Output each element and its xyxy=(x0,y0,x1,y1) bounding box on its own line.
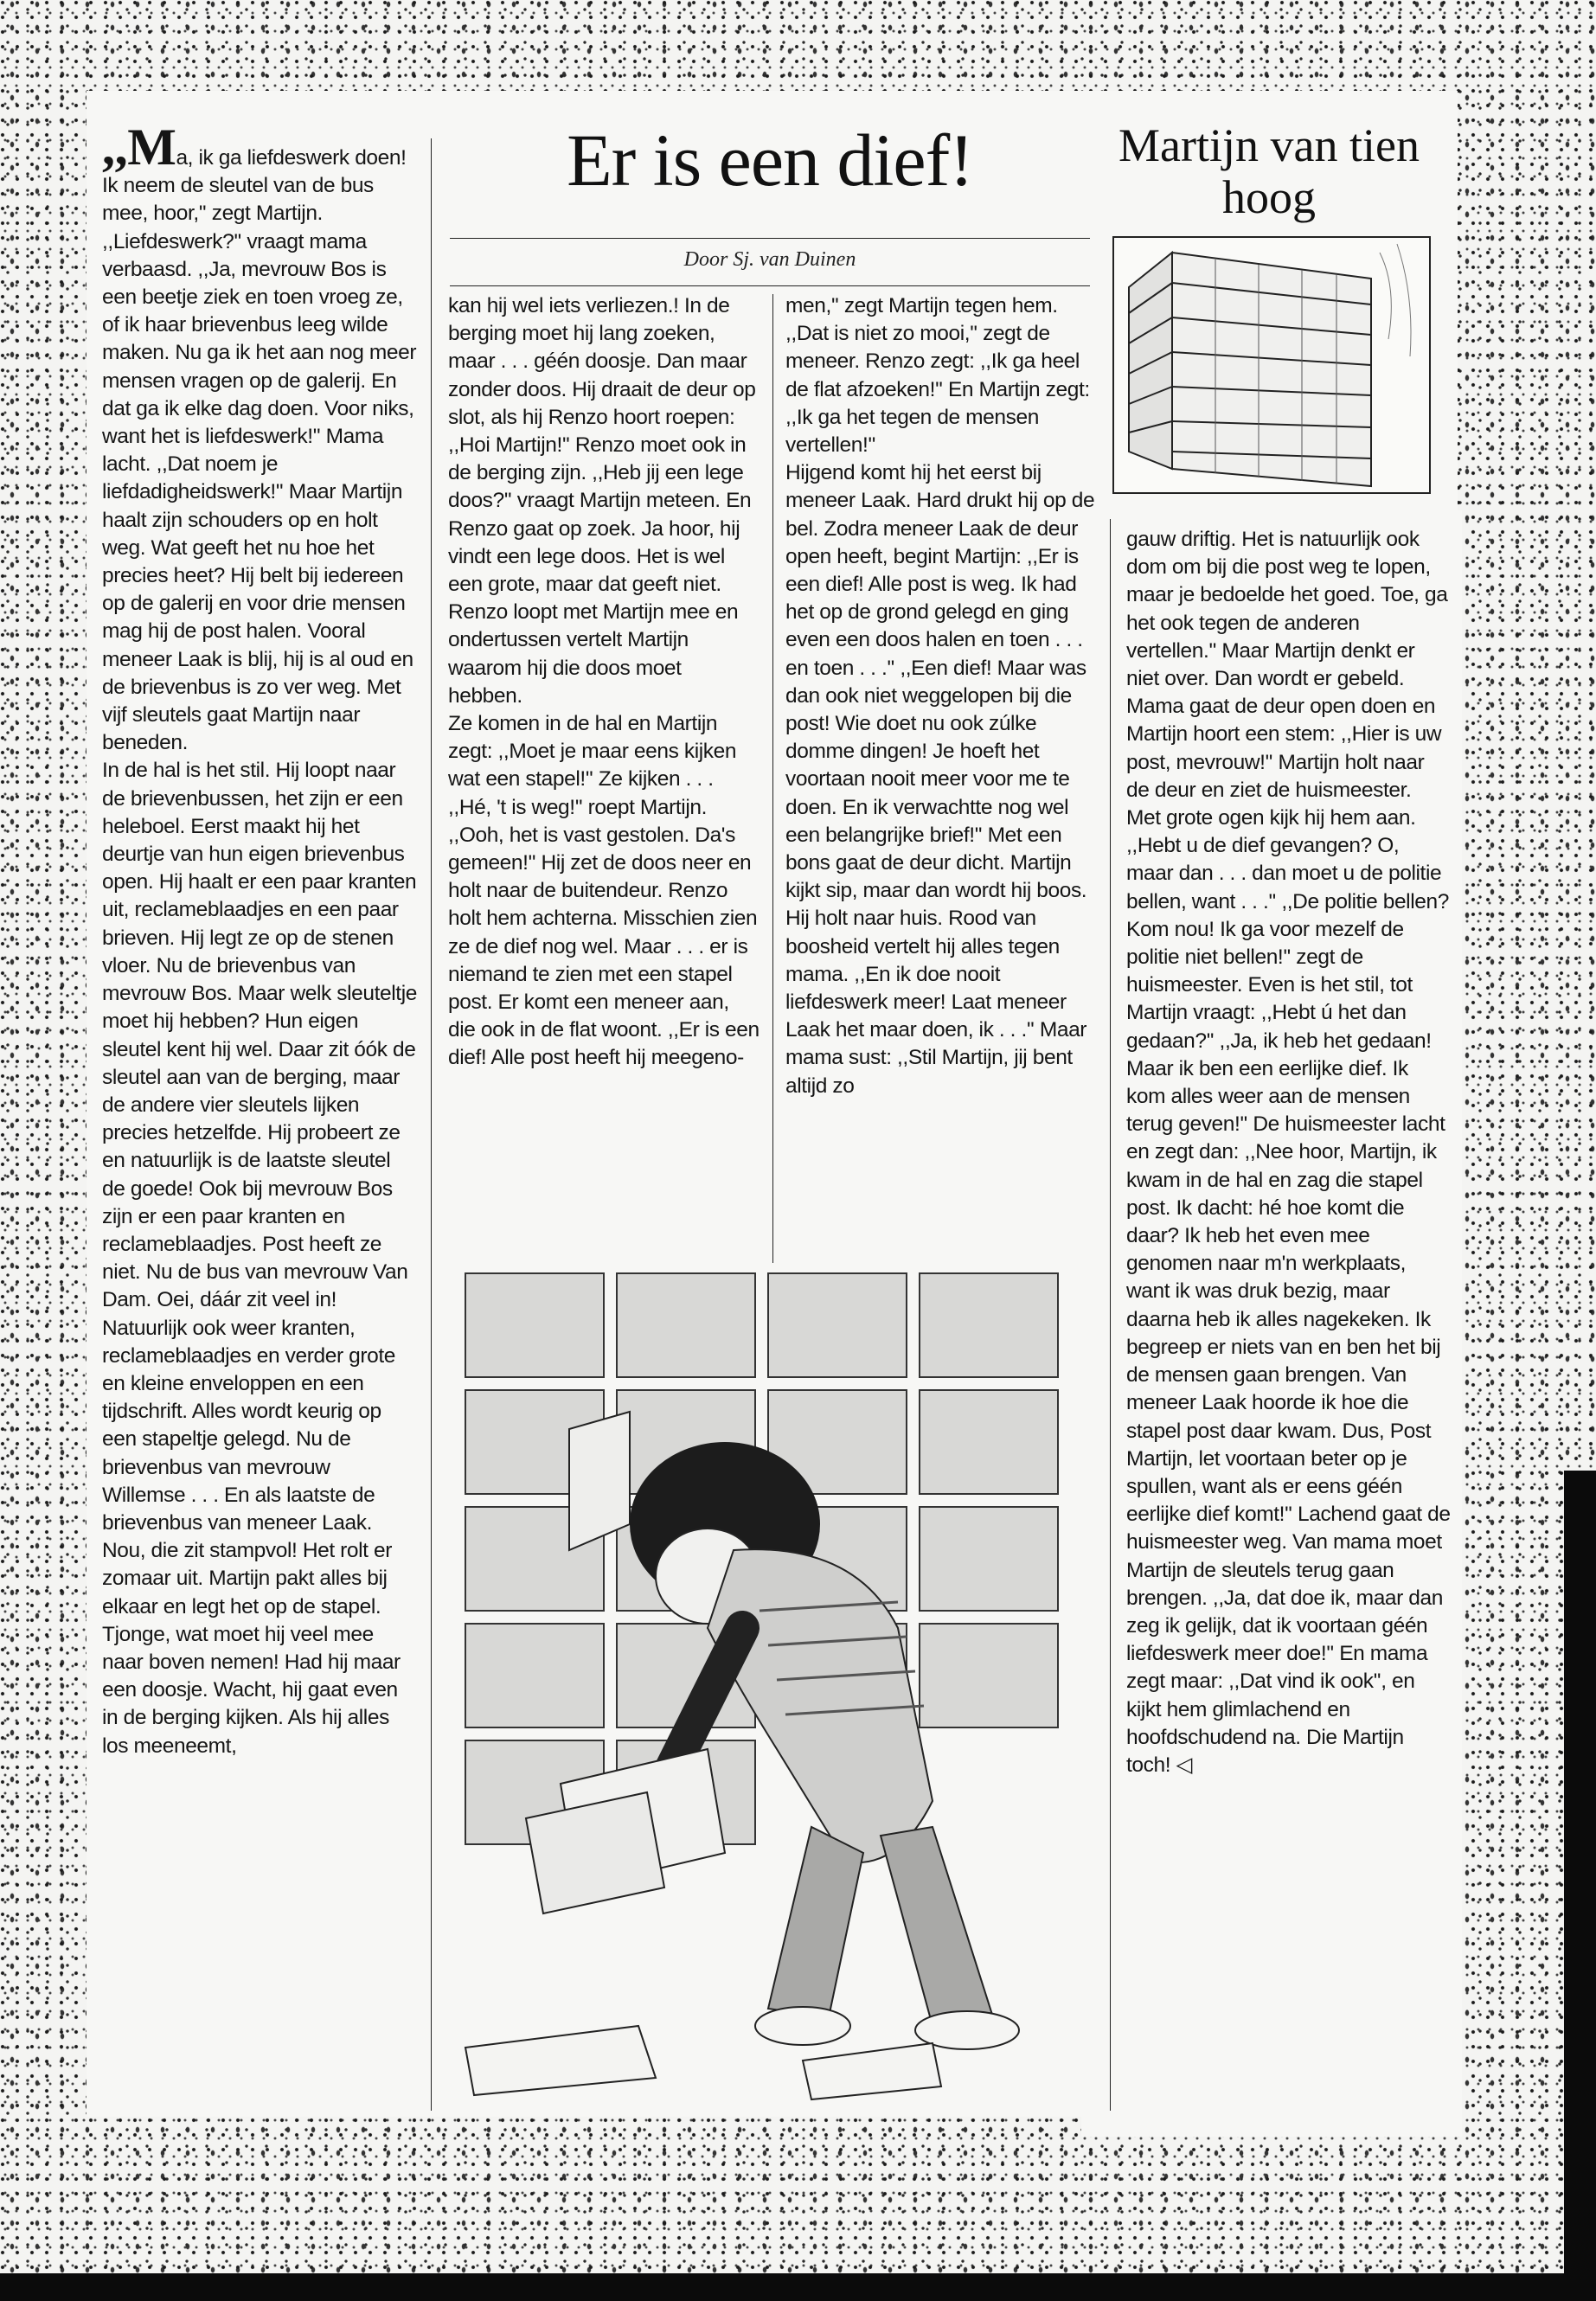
drop-cap: ,,M xyxy=(102,119,176,176)
byline-rule-bottom xyxy=(450,285,1090,286)
column-1-text: a, ik ga liefdeswerk doen! Ik neem de sleutel van de bus mee, hoor,'' zegt Martijn. ,,Liefdeswerk?'' vraagt mama verbaasd. ,,Ja, mevrouw Bos is een beetje ziek en toen vroeg ze, of ik haar brievenbus leeg wilde maken. Nu ga ik het aan nog meer mensen vragen op de galerij. En dat ga ik elke dag doen. Voor niks, want het is liefdeswerk!'' Mama lacht. ,,Dat noem je liefdadigheidswerk!'' Maar Martijn haalt zijn schouders op en holt weg. Wat geeft het nu hoe het precies heet? Hij belt bij iedereen op de galerij en voor drie mensen mag hij de post halen. Vooral meneer Laak is blij, hij is al oud en de brievenbus is zo ver weg. Met vijf sleutels gaat Martijn naar beneden. In de hal is het stil. Hij loopt naar de brievenbussen, het zijn er een heleboel. Eerst maakt hij het deurtje van hun eigen brievenbus open. Hij haalt er een paar kranten uit, reclameblaadjes en een paar brieven. Hij legt ze op de stenen vloer. Nu de brievenbus van mevrouw Bos. Maar welk sleuteltje moet hij hebben? Hun eigen sleutel kent hij wel. Daar zit óók de sleutel aan van de berging, maar de andere vier sleutels lijken precies hetzelfde. Hij probeert ze en natuurlijk is de laatste sleutel de goede! Ook bij mevrouw Bos zijn er een paar kranten en reclameblaadjes. Post heeft ze niet. Nu de bus van mevrouw Van Dam. Oei, dáár zit veel in! Natuurlijk ook weer kranten, reclameblaadjes en verder grote en kleine enveloppen en een tijdschrift. Alles wordt keurig op een stapeltje gelegd. Nu de brievenbus van mevrouw Willemse . . . En als laatste de brievenbus van meneer Laak. Nou, die zit stampvol! Het rolt er zomaar uit. Martijn pakt alles bij elkaar en legt het op de stapel. Tjonge, wat moet hij veel mee naar boven nemen! Had hij maar een doosje. Wacht, hij gaat even in de berging kijken. Als hij alles los meeneemt, xyxy=(102,146,417,1758)
text-column-1 xyxy=(102,119,418,1760)
text-column-4: gauw driftig. Het is natuurlijk ook dom om bij die post weg te lopen, maar je bedoelde het goed. Toe, ga het ook tegen de anderen vertellen.'' Maar Martijn denkt er niet over. Dan wordt er gebeld. Mama gaat de deur open doen en Martijn hoort een stem: ,,Hier is uw post, mevrouw!'' Martijn holt naar de deur en ziet de huismeester. Met grote ogen kijk hij hem aan. ,,Hebt u de dief gevangen? O, maar dan . . . dan moet u de politie bellen, want . . .'' ,,De politie bellen? Kom nou! Ik ga voor mezelf de politie niet bellen!'' zegt de huismeester. Even is het stil, tot Martijn vraagt: ,,Hebt ú het dan gedaan?'' ,,Ja, ik heb het gedaan! Maar ik ben een eerlijke dief. Ik kom alles weer aan de mensen terug geven!'' De huismeester lacht en zegt dan: ,,Nee hoor, Martijn, ik kwam in de hal en zag die stapel post. Ik dacht: hé hoe komt die daar? Ik heb het even mee genomen naar m'n werkplaats, want ik was druk bezig, maar daarna heb ik alles nagekeken. Ik begreep er niets van en ben het bij de mensen gaan brengen. Van meneer Laak hoorde ik hoe die stapel post daar kwam. Dus, Post Martijn, let voortaan beter op je spullen, want als er eens géén eerlijke dief komt!'' Lachend gaat de huismeester weg. Van mama moet Martijn de sleutels terug gaan brengen. ,,Ja, dat doe ik, maar dan zeg ik gelijk, dat ik voortaan géén liefdeswerk meer doe!'' En mama zegt maar: ,,Dat vind ik ook'', en kijkt hem glimlachend en hoofdschudend na. Die Martijn toch! ◁ xyxy=(1126,528,1451,1777)
column-rule-3 xyxy=(1110,519,1111,2111)
byline: Door Sj. van Duinen xyxy=(683,248,856,271)
boy-at-mailboxes-illustration xyxy=(448,1265,1099,2112)
scan-edge-right xyxy=(1564,1471,1596,2273)
column-rule-2 xyxy=(772,294,773,1263)
byline-rule-top xyxy=(450,238,1090,239)
text-column-2: kan hij wel iets verliezen.! In de berging moet hij lang zoeken, maar . . . géén doosje. Dan maar zonder doos. Hij draait de deur op slot, als hij Renzo hoort roepen: ,,Hoi Martijn!'' Renzo moet ook in de berging zijn. ,,Heb jij een lege doos?'' vraagt Martijn meteen. En Renzo gaat op zoek. Ja hoor, hij vindt een lege doos. Het is wel een grote, maar dat geeft niet. Renzo loopt met Martijn mee en ondertussen vertelt Martijn waarom hij die doos moet hebben. Ze komen in de hal en Martijn zegt: ,,Moet je maar eens kijken wat een stapel!'' Ze kijken . . . ,,Hé, 't is weg!'' roept Martijn. ,,Ooh, het is vast gestolen. Da's gemeen!'' Hij zet de doos neer en holt naar de buitendeur. Renzo holt hem achterna. Misschien zien ze de dief nog wel. Maar . . . er is niemand te zien met een stapel post. Er komt een meneer aan, die ook in de flat woont. ,,Er is een dief! Alle post heeft hij meegeno- xyxy=(448,294,760,1070)
column-rule-1 xyxy=(431,138,432,2111)
scan-edge-bottom xyxy=(0,2273,1596,2301)
series-title: Martijn van tien hoog xyxy=(1118,119,1420,223)
flat-building-illustration xyxy=(1112,235,1432,495)
article-title: Er is een dief! xyxy=(567,119,973,202)
text-column-3: men,'' zegt Martijn tegen hem. ,,Dat is niet zo mooi,'' zegt de meneer. Renzo zegt: ,,Ik ga heel de flat afzoeken!'' En Martijn zegt: ,,Ik ga het tegen de mensen vertellen!'' Hijgend komt hij het eerst bij meneer Laak. Hard drukt hij op de bel. Zodra meneer Laak de deur open heeft, begint Martijn: ,,Er is een dief! Alle post is weg. Ik had het op de grond gelegd en ging even een doos halen en toen . . . en toen . . .'' ,,Een dief! Maar was dan ook niet weggelopen bij die post! Wie doet nu ook zúlke domme dingen! Je hoeft het voortaan nooit meer voor me te doen. En ik verwachtte nog wel een belangrijke brief!'' Met een bons gaat de deur dicht. Martijn kijkt sip, maar dan wordt hij boos. Hij holt naar huis. Rood van boosheid vertelt hij alles tegen mama. ,,En ik doe nooit liefdeswerk meer! Laat meneer Laak het maar doen, ik . . .'' Maar mama sust: ,,Stil Martijn, jij bent altijd zo xyxy=(785,294,1095,1098)
